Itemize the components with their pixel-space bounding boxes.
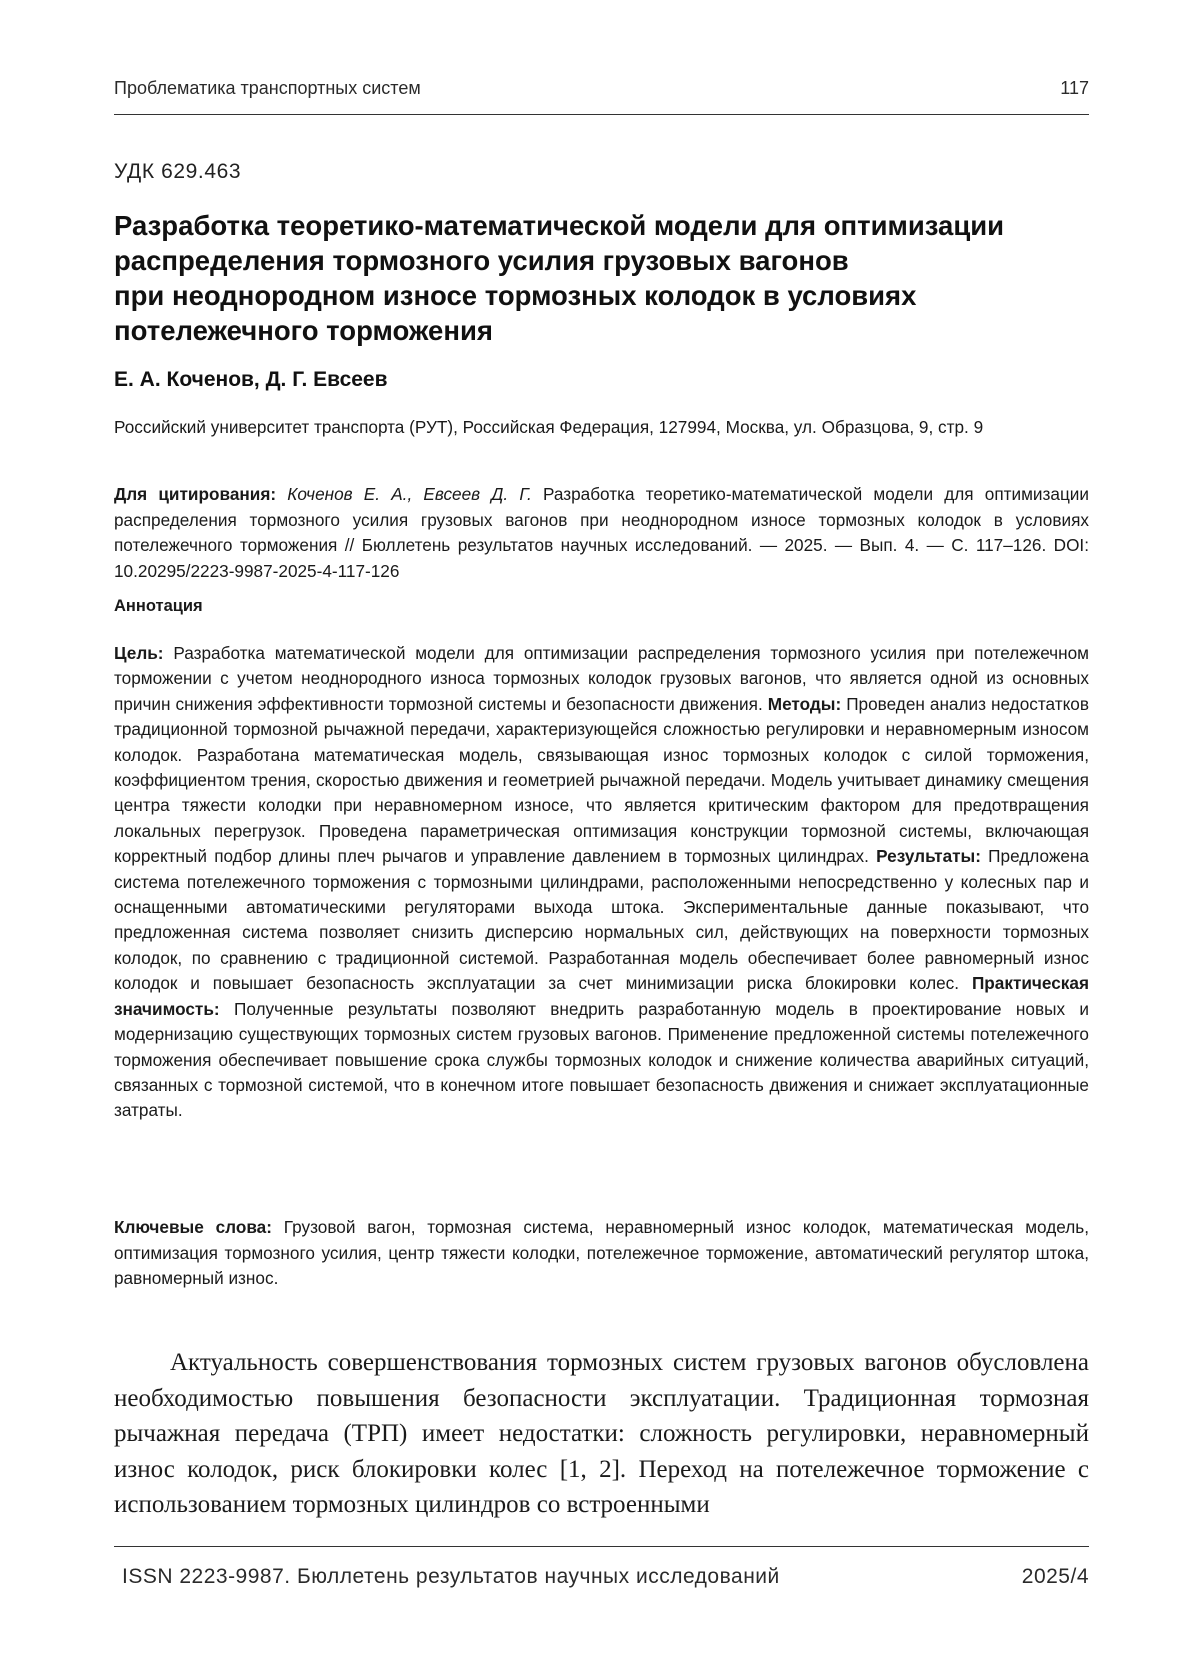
title-line: распределения тормозного усилия грузовых вагонов	[114, 245, 849, 276]
abstract-text	[114, 641, 1089, 1124]
article-title	[114, 208, 1089, 348]
authors: Е. А. Коченов, Д. Г. Евсеев	[114, 368, 388, 391]
running-header	[114, 74, 1089, 115]
citation-text: Разработка теоретико-математической модели для оптимизации распределения тормозного усилия грузовых вагонов при неоднородном износе тормозных колодок в условиях потележечного торможения // Бюллетень результатов научных исследований. — 2025. — Вып. 4. — С. 117–126. DOI: 10.20295/2223-9987-2025-4-117-126	[114, 484, 1089, 581]
methods-label: Методы:	[767, 693, 842, 714]
goal-label: Цель:	[114, 643, 164, 663]
page-number: 117	[1060, 78, 1089, 98]
results-label: Результаты:	[876, 846, 981, 867]
footer-journal: ISSN 2223-9987. Бюллетень результатов научных исследований	[122, 1565, 780, 1588]
citation-block	[114, 482, 1089, 584]
citation-authors: Коченов Е. А., Евсеев Д. Г.	[287, 484, 532, 504]
significance-label: Практическая значимость:	[114, 973, 1089, 1019]
body-paragraph: Актуальность совершенствования тормозных систем грузовых вагонов обусловлена необходимостью повышения безопасности эксплуатации. Традиционная тормозная рычажная передача (ТРП) имеет недостатки: сложность регулировки, неравномерный износ колодок, риск блокировки колес [1, 2]. Переход на потележечное торможение с использованием тормозных цилиндров со встроенными	[114, 1349, 1089, 1518]
keywords-text: Грузовой вагон, тормозная система, неравномерный износ колодок, математическая модель, оптимизация тормозного усилия, центр тяжести колодки, потележечное торможение, автоматический регулятор штока, равномерный износ.	[114, 1217, 1089, 1288]
goal-text: Разработка математической модели для оптимизации распределения тормозного усилия при потележечном торможении с учетом неоднородного износа тормозных колодок грузовых вагонов, что является одной из основных причин снижения эффективности тормозной системы и безопасности движения.	[114, 643, 1089, 714]
title-line: потележечного торможения	[114, 315, 493, 346]
annotation-heading: Аннотация	[114, 597, 203, 615]
title-line: Разработка теоретико-математической модели для оптимизации	[114, 210, 1005, 241]
citation-label: Для цитирования:	[114, 484, 277, 504]
results-text: Предложена система потележечного торможения с тормозными цилиндрами, расположенными непосредственно у колесных пар и оснащенными автоматическими регуляторами выхода штока. Экспериментальные данные показывают, что предложенная система позволяет снизить дисперсию нормальных сил, действующих на поверхности тормозных колодок, по сравнению с традиционной системой. Разработанная модель обеспечивает более равномерный износ колодок и повышает безопасность эксплуатации за счет минимизации риска блокировки колес.	[114, 846, 1089, 994]
methods-text: Проведен анализ недостатков традиционной тормозной рычажной передачи, характеризующейся сложностью регулировки и неравномерным износом колодок. Разработана математическая модель, связывающая износ тормозных колодок с силой торможения, коэффициентом трения, скоростью движения и геометрией рычажной передачи. Модель учитывает динамику смещения центра тяжести колодки при неравномерном износе, что является критическим фактором для предотвращения локальных перегрузок. Проведена параметрическая оптимизация конструкции тормозной системы, включающая корректный подбор длины плеч рычагов и управление давлением в тормозных цилиндрах.	[114, 693, 1089, 867]
running-footer	[114, 1546, 1089, 1597]
affiliation: Российский университет транспорта (РУТ), Российская Федерация, 127994, Москва, ул. Образцова, 9, стр. 9	[114, 417, 984, 437]
udc-code: УДК 629.463	[114, 160, 242, 183]
footer-issue: 2025/4	[1021, 1565, 1089, 1588]
keywords-block	[114, 1215, 1089, 1292]
running-title: Проблематика транспортных систем	[114, 78, 421, 98]
keywords-label: Ключевые слова:	[114, 1217, 272, 1237]
title-line: при неоднородном износе тормозных колодок в условиях	[114, 280, 917, 311]
significance-text: Полученные результаты позволяют внедрить разработанную модель в проектирование новых и модернизацию существующих тормозных систем грузовых вагонов. Применение предложенной системы потележечного торможения обеспечивает повышение срока службы тормозных колодок и снижение количества аварийных ситуаций, связанных с тормозной системой, что в конечном итоге повышает безопасность движения и снижает эксплуатационные затраты.	[114, 998, 1089, 1121]
